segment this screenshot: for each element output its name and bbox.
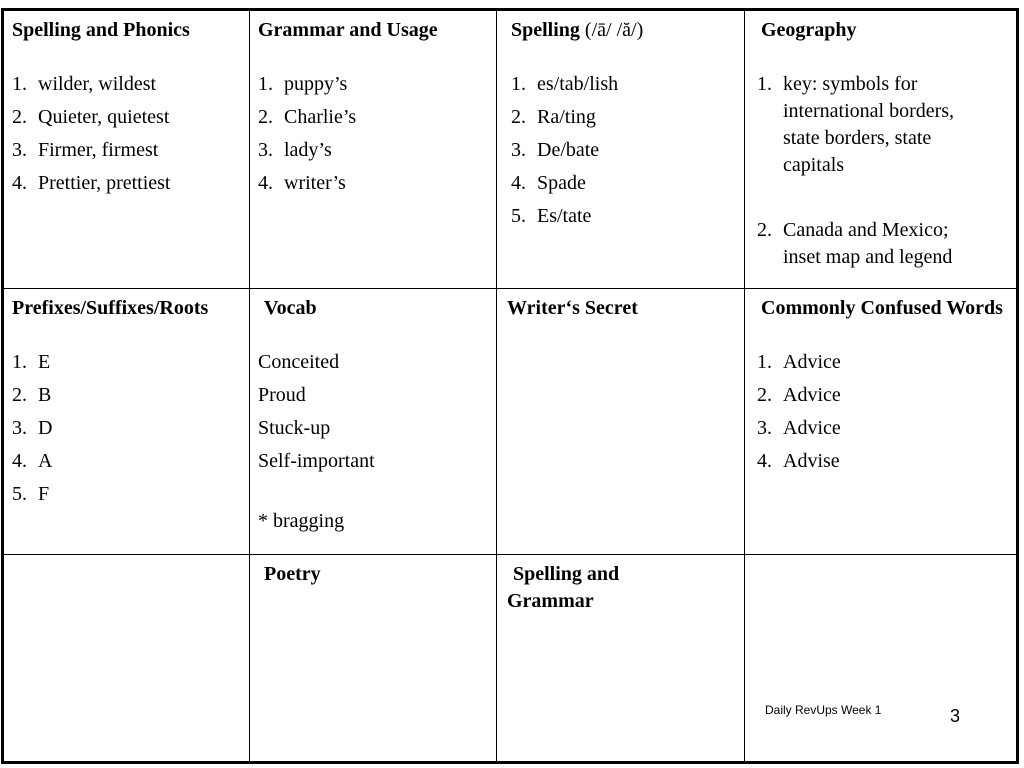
heading-vocab: Vocab [264, 297, 317, 319]
list-item: 4. writer’s [258, 172, 346, 194]
list-spelling-vowels [511, 71, 736, 230]
list-item: 3. D [12, 417, 53, 439]
cell-vocab [250, 289, 497, 555]
list-item: 3. Firmer, firmest [12, 139, 159, 161]
list-item: 1. es/tab/lish [511, 73, 619, 95]
heading-writers-secret: Writer‘s Secret [507, 297, 638, 319]
heading-grammar-usage: Grammar and Usage [258, 19, 438, 41]
vocab-word: Conceited [258, 351, 340, 373]
list-item: 1. Advice [757, 351, 841, 373]
vocab-words [258, 349, 488, 535]
list-item: 5. Es/tate [511, 205, 592, 227]
heading-poetry: Poetry [264, 563, 321, 585]
cell-geography [745, 11, 1016, 289]
cell-prefixes-suffixes-roots [4, 289, 250, 555]
answer-grid [1, 8, 1019, 764]
list-item: 4. Advise [757, 450, 840, 472]
heading-commonly-confused-words: Commonly Confused Words [761, 297, 1003, 319]
list-item: 2. Ra/ting [511, 106, 596, 128]
heading-spelling-phonics: Spelling and Phonics [12, 19, 190, 41]
list-item: 3. Advice [757, 417, 841, 439]
cell-commonly-confused-words [745, 289, 1016, 555]
list-geography [757, 71, 986, 271]
cell-grammar-usage [250, 11, 497, 289]
cell-spelling-vowels [497, 11, 745, 289]
vocab-word: Stuck-up [258, 417, 331, 439]
heading-spelling-vowels: Spelling (/ā/ /ă/) [511, 19, 644, 41]
vocab-word: Self-important [258, 450, 375, 472]
cell-writers-secret [497, 289, 745, 555]
list-item: 2. Advice [757, 384, 841, 406]
vocab-word: Proud [258, 384, 306, 406]
list-item: 2. Canada and Mexico; inset map and legend [757, 219, 953, 268]
list-item: 2. Charlie’s [258, 106, 357, 128]
cell-empty [4, 555, 250, 761]
list-spelling-phonics [12, 71, 241, 197]
page-number: 3 [950, 706, 961, 726]
list-item: 2. Quieter, quietest [12, 106, 170, 128]
list-item: 1. puppy’s [258, 73, 348, 95]
heading-geography: Geography [761, 19, 857, 41]
list-item: 2. B [12, 384, 52, 406]
list-item: 1. wilder, wildest [12, 73, 157, 95]
list-item: 4. Spade [511, 172, 586, 194]
list-grammar-usage [258, 71, 488, 197]
footer-text: Daily RevUps Week 1 [765, 703, 882, 717]
cell-spelling-grammar [497, 555, 745, 761]
cell-poetry [250, 555, 497, 761]
list-item: 4. A [12, 450, 53, 472]
heading-prefixes-suffixes-roots: Prefixes/Suffixes/Roots [12, 297, 209, 319]
list-item: 1. E [12, 351, 51, 373]
list-item: 3. De/bate [511, 139, 600, 161]
cell-spelling-phonics [4, 11, 250, 289]
list-item: 4. Prettier, prettiest [12, 172, 171, 194]
list-item: 1. key: symbols for international borders, state borders, state capitals [757, 73, 955, 176]
list-item: 3. lady’s [258, 139, 332, 161]
list-prefixes-suffixes-roots [12, 349, 241, 508]
list-commonly-confused-words [757, 349, 1008, 475]
heading-spelling-grammar: Spelling and Grammar [507, 563, 620, 612]
list-item: 5. F [12, 483, 50, 505]
vocab-note: * bragging [258, 510, 345, 532]
cell-empty [745, 555, 1016, 761]
